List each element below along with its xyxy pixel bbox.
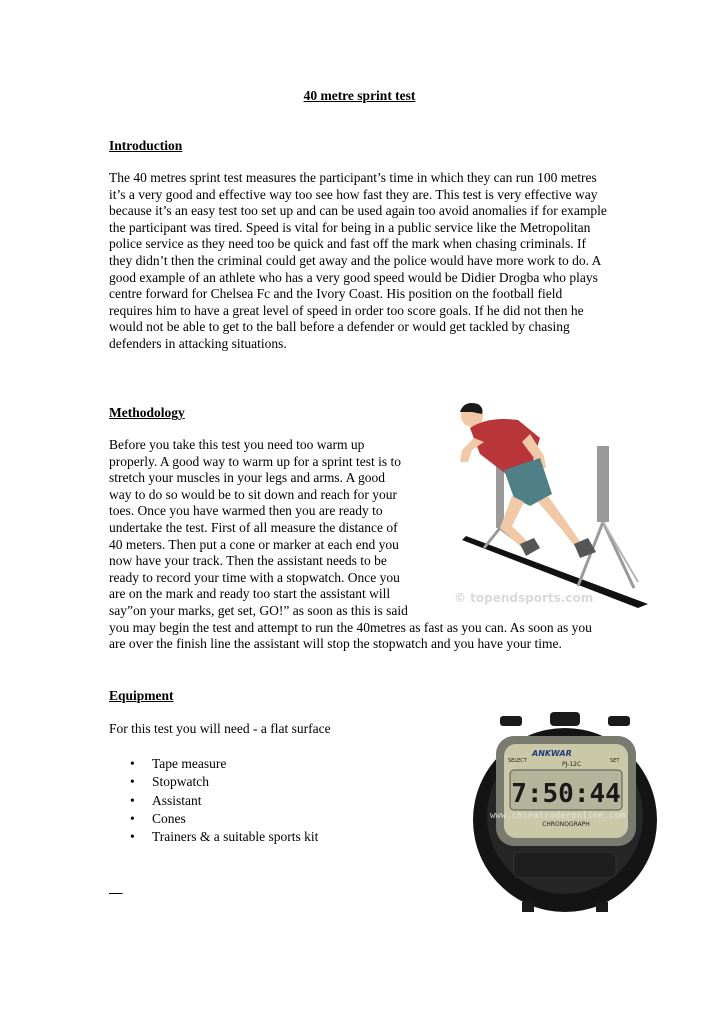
start-pole-right: [597, 446, 609, 522]
stopwatch-brand: ANKWAR: [532, 749, 572, 758]
methodology-heading: Methodology: [109, 405, 185, 420]
stopwatch-model: PJ-12C: [562, 761, 582, 768]
equipment-list: [109, 755, 318, 846]
stopwatch-lanyard-loop: [596, 902, 608, 912]
stopwatch-button-right: [608, 716, 630, 726]
runner-leg-right: [538, 496, 582, 548]
introduction-heading: Introduction: [109, 138, 183, 153]
stopwatch-watermark: www.chinatraderonline.com: [490, 811, 626, 821]
stopwatch-image: [470, 712, 660, 912]
stopwatch-label-select: SELECT: [508, 758, 527, 764]
list-item: • Trainers & a suitable sports kit: [109, 828, 318, 846]
equipment-intro: For this test you will need - a flat surface: [109, 721, 331, 736]
methodology-text: Before you take this test you need too warm up properly. A good way to warm up for a sprint test is to stretch your muscles in your legs and arms. A good way to do so would be to sit down and reach for your toes. Once you have warmed then you are ready to undertake the test. First of all measure the distance of 40 meters. Then put a cone or marker at each end you now have your track. Then the assistant needs to be ready to record your time with a stopwatch. Once you are on the mark and ready too start the assistant will say”on your marks, get set, GO!” as soon as this is said you may begin the test and attempt to run the 40metres as fast as you can. As soon as you are over the finish line the assistant will stop the stopwatch and you have your time.: [109, 437, 592, 652]
page-title: 40 metre sprint test: [303, 88, 416, 103]
sprinter-image: [448, 398, 658, 610]
equipment-heading: Equipment: [109, 688, 174, 703]
stopwatch-button-left: [500, 716, 522, 726]
list-item: • Tape measure: [109, 755, 318, 773]
stopwatch-label-chrono: CHRONOGRAPH: [542, 821, 590, 828]
stopwatch-lanyard-loop: [522, 902, 534, 912]
stopwatch-crown: [550, 712, 580, 726]
stopwatch-display: 7:50:44: [511, 779, 621, 809]
stopwatch-label-set: SET: [610, 758, 620, 764]
sprinter-watermark: © topendsports.com: [454, 591, 594, 605]
pole-leg: [484, 528, 500, 548]
stopwatch-grip: [514, 852, 616, 878]
list-item: • Assistant: [109, 792, 318, 810]
list-item: • Stopwatch: [109, 773, 318, 791]
pole-leg: [603, 522, 638, 582]
introduction-paragraph: The 40 metres sprint test measures the participant’s time in which they can run 100 metres it’s a very good and effective way too see how fast they are. This test is very effective way because it’s an easy test too set up and can be used again too avoid anomalies if for example the participant was tired. Speed is vital for being in a public service like the Metropolitan police service as they need too be quick and fast off the mark when chasing criminals. If they didn’t then the criminal could get away and the police would have more work to do. A good example of an athlete who has a very good speed would be Didier Drogba who plays centre forward for Chelsea Fc and the Ivory Coast. His position on the football field requires him to have a great level of speed in order too score goals. If he did not then he would not be able to get to the ball before a defender or would get tackled by chasing defenders in attacking situations.: [109, 170, 607, 351]
list-item: • Cones: [109, 810, 318, 828]
end-mark: [109, 880, 123, 896]
runner-leg-left: [500, 496, 528, 548]
